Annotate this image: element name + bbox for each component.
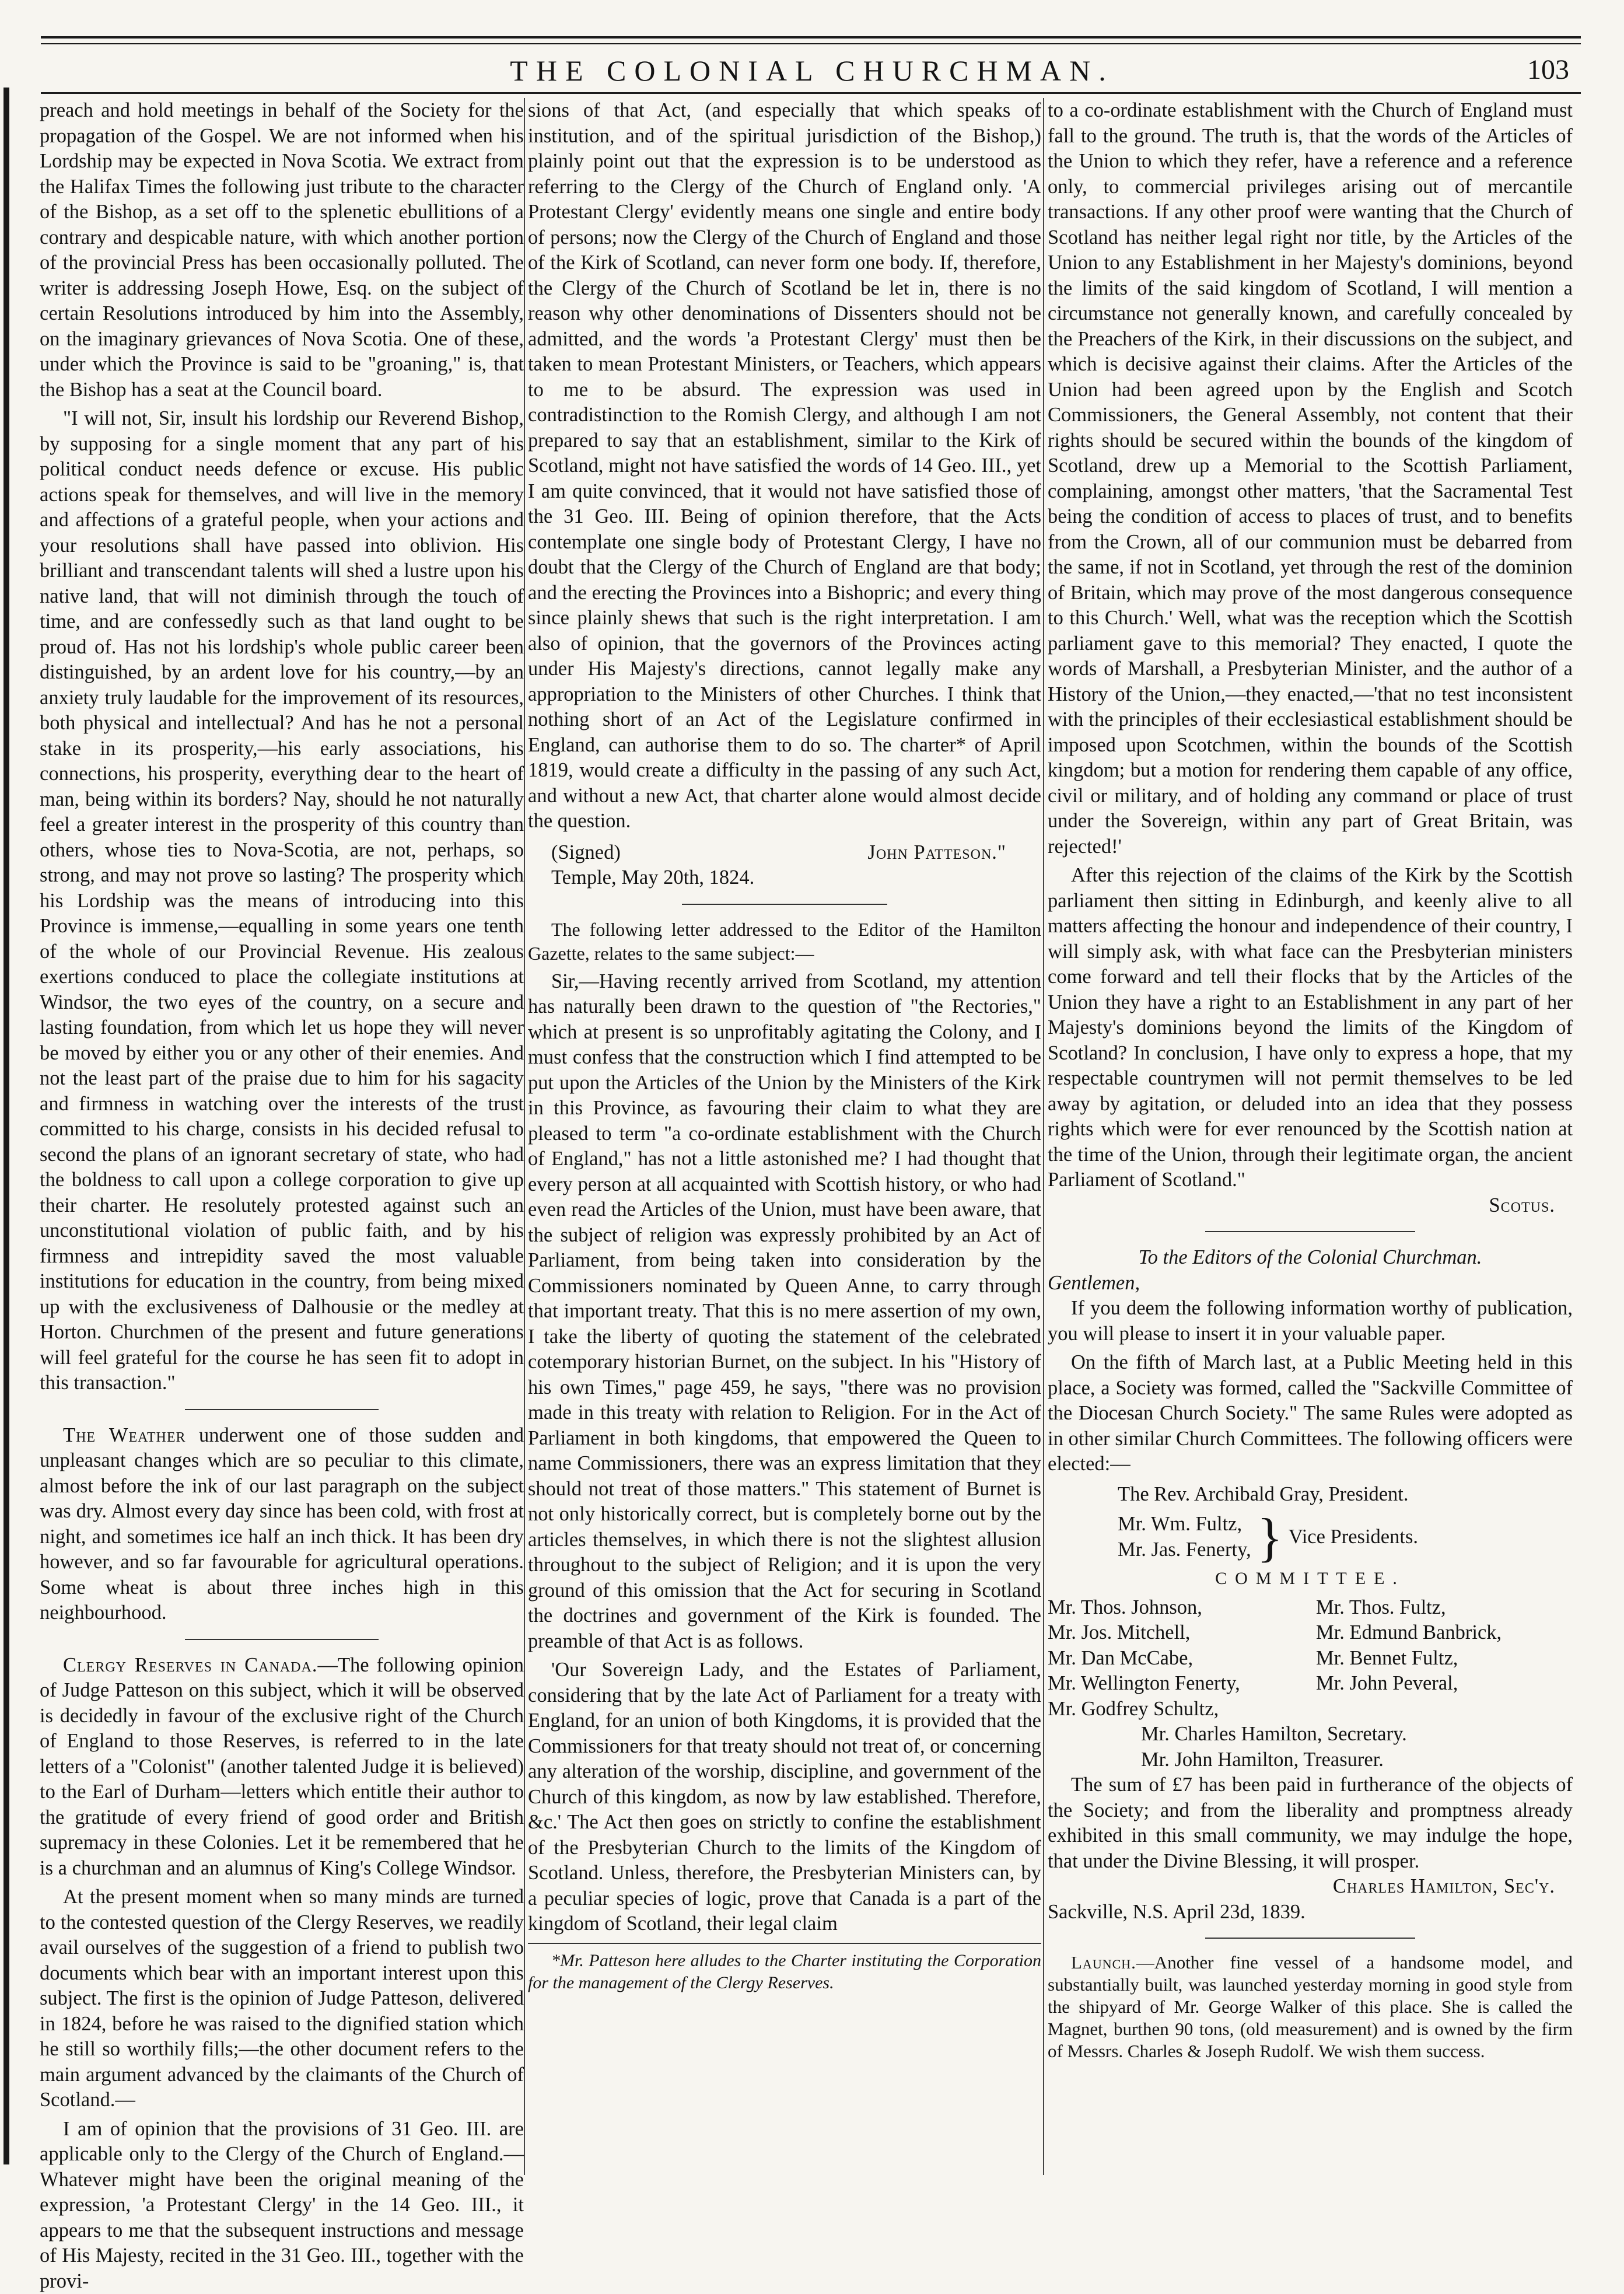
launch-text: —Another fine vessel of a handsome model, and substantially built, was launched yesterday morning in good style from the shipyard of Mr. George Walker of this place. She is called the Magnet, burthen 90 tons, (old measurement) and is owned by the firm of Messrs. Charles & Joseph Rudolf. We wish them success. [1048, 1952, 1573, 2061]
brace-symbol: } [1257, 1514, 1283, 1561]
committee-member: Mr. Thos. Fultz, [1316, 1595, 1573, 1621]
dateline: Temple, May 20th, 1824. [528, 865, 1041, 891]
committee-member: Mr. Thos. Johnson, [1048, 1595, 1304, 1621]
binding-edge [4, 88, 9, 2164]
committee-member: Mr. Bennet Fultz, [1316, 1646, 1573, 1671]
launch-paragraph [1048, 1952, 1573, 2062]
column-2 [528, 98, 1041, 1994]
committee-member [1316, 1697, 1573, 1722]
column-divider [524, 98, 525, 2175]
article-separator [1205, 1938, 1415, 1939]
signed-name: John Patteson." [867, 840, 1006, 866]
committee-member: Mr. John Peveral, [1316, 1671, 1573, 1697]
secretary-line: Mr. Charles Hamilton, Secretary. [1048, 1722, 1573, 1747]
footnote: *Mr. Patteson here alludes to the Charter instituting the Corporation for the management of the Clergy Reserves. [528, 1950, 1041, 1994]
clergy-paragraph [40, 1653, 524, 1882]
article-paragraph: On the fifth of March last, at a Public Meeting held in this place, a Society was formed, called the "Sackville Committee of the Diocesan Church Society." The same Rules were adopted as in other similar Church Committees. The following officers were elected:— [1048, 1350, 1573, 1477]
header-rule [41, 43, 1581, 44]
column-divider [1043, 98, 1044, 2175]
weather-text: underwent one of those sudden and unpleasant changes which are so peculiar to this climate, almost before the ink of our last paragraph on the subject was dry. Almost every day since has been cold, with frost at night, and sometimes ice half an inch thick. It has been dry however, and so far favourable for agricultural operations. Some wheat is about three inches high in this neighbourhood. [40, 1424, 524, 1624]
signature-name: Charles Hamilton, Sec'y. [1048, 1874, 1573, 1900]
letter-intro: The following letter addressed to the Editor of the Hamilton Gazette, relates to the same subject:— [528, 918, 1041, 966]
article-paragraph: If you deem the following information worthy of publication, you will please to insert it in your valuable paper. [1048, 1296, 1573, 1347]
clergy-text: —The following opinion of Judge Patteson on this subject, which it will be observed is decidedly in favour of the exclusive right of the Church of England to those Reserves, is referred to in the late letters of a "Colonist" (another talented Judge it is believed) to the Earl of Durham—letters which entitle their author to the gratitude of every friend of good order and British supremacy in these Colonies. Let it be remembered that he is a churchman and an alumnus of King's College Windsor. [40, 1654, 524, 1879]
vice-presidents [1118, 1512, 1573, 1562]
clergy-heading: Clergy Reserves in Canada. [63, 1654, 317, 1676]
page-number: 103 [1527, 54, 1569, 86]
vp-name: Mr. Jas. Fenerty, [1118, 1537, 1251, 1563]
footnote-rule [528, 1943, 1041, 1944]
article-paragraph: to a co-ordinate establishment with the Church of England must fall to the ground. The truth is, that the words of the Articles of the Union to which they refer, have a reference and a reference only, to commercial privileges arising out of mercantile transactions. If any other proof were wanting that the Church of Scotland has neither legal right nor title, by the Articles of the Union to any Establishment in her Majesty's dominions, beyond the limits of the said kingdom of Scotland, I will mention a circumstance not generally known, and carefully concealed by the Preachers of the Kirk, in their discussions on the subject, and which is decisive against their claims. After the Articles of the Union had been agreed upon by the English and Scotch Commissioners, the General Assembly, not content that their rights should be secured within the bounds of the kingdom of Scotland, drew up a Memorial to the Scottish Parliament, complaining, amongst other matters, 'that the Sacramental Test being the condition of access to places of trust, and to benefits from the Crown, all of our communion must be debarred from the same, if not in Scotland, yet through the rest of the dominion of Britain, which may prove of the most dangerous consequence to this Church.' Well, what was the reception which the Scottish parliament gave to this memorial? They enacted, I quote the words of Marshall, a Presbyterian Minister, and the author of a History of the Union,—they enacted,—'that no test inconsistent with the principles of their ecclesiastical establishment should be imposed upon Scotchmen, within the bounds of the Scottish kingdom; but a motion for rendering them capable of any office, civil or military, and of holding any command or place of trust under the Sovereign, within any part of Great Britain, was rejected!' [1048, 98, 1573, 859]
header-rule [41, 36, 1581, 39]
article-paragraph: At the present moment when so many minds are turned to the contested question of the Clergy Reserves, we readily avail ourselves of the suggestion of a friend to publish two documents which bear with an important interest upon this subject. The first is the opinion of Judge Patteson, delivered in 1824, before he was raised to the dignified station which he still so worthily fills;—the other document refers to the main argument advanced by the claimants of the Church of Scotland.— [40, 1884, 524, 2113]
article-separator [185, 1639, 379, 1640]
article-separator [185, 1409, 379, 1410]
launch-heading: Launch. [1071, 1952, 1136, 1973]
president-line: The Rev. Archibald Gray, President. [1118, 1482, 1573, 1508]
signed-label: (Signed) [551, 840, 621, 866]
article-separator [1205, 1231, 1415, 1232]
vp-names [1118, 1512, 1251, 1562]
signature-line [528, 840, 1041, 866]
vp-label: Vice Presidents. [1289, 1524, 1418, 1550]
committee-member: Mr. Wellington Fenerty, [1048, 1671, 1304, 1697]
article-paragraph: After this rejection of the claims of the Kirk by the Scottish parliament then sitting in Edinburgh, and keenly alive to all matters affecting the honour and independence of their country, I will simply ask, with what face can the Presbyterian ministers come forward and tell their flocks that by the Articles of the Union they have a right to an Establishment in any part of her Majesty's dominions beyond the limits of the Kingdom of Scotland? In conclusion, I have only to express a hope, that my respectable countrymen will not permit themselves to be led away by agitation, or deluded into an idea that they possess rights which were for ever renounced by the Scottish nation at the time of the Union, through their legitimate organ, the ancient Parliament of Scotland." [1048, 863, 1573, 1193]
treasurer-line: Mr. John Hamilton, Treasurer. [1048, 1747, 1573, 1773]
article-separator [682, 904, 887, 905]
committee-member: Mr. Dan McCabe, [1048, 1646, 1304, 1671]
article-paragraph: preach and hold meetings in behalf of the Society for the propagation of the Gospel. We are not informed when his Lordship may be expected in Nova Scotia. We extract from the Halifax Times the following just tribute to the character of the Bishop, as a set off to the splenetic ebullitions of a contrary and despicable nature, with which another portion of the provincial Press has been occasionally polluted. The writer is addressing Joseph Howe, Esq. on the subject of certain Resolutions introduced by him into the Assembly, on the imaginary grievances of Nova Scotia. One of these, under which the Province is said to be "groaning," is, that the Bishop has a seat at the Council board. [40, 98, 524, 403]
column-3 [1048, 98, 1573, 2062]
committee-member: Mr. Jos. Mitchell, [1048, 1620, 1304, 1646]
committee-list [1048, 1595, 1573, 1722]
article-paragraph: The sum of £7 has been paid in furtherance of the objects of the Society; and from the liberality and promptness already exhibited in this small community, we may indulge the hope, that under the Divine Blessing, it will prosper. [1048, 1772, 1573, 1874]
header-rule [41, 92, 1581, 94]
article-paragraph: I am of opinion that the provisions of 31 Geo. III. are applicable only to the Clergy of the Church of England.—Whatever might have been the original meaning of the expression, 'a Protestant Clergy' in the 14 Geo. III., it appears to me that the subsequent instructions and message of His Majesty, recited in the 31 Geo. III., together with the provi- [40, 2117, 524, 2294]
signature-place: Sackville, N.S. April 23d, 1839. [1048, 1900, 1573, 1925]
vp-name: Mr. Wm. Fultz, [1118, 1512, 1251, 1537]
quoted-paragraph: "I will not, Sir, insult his lordship our Reverend Bishop, by supposing for a single moment that any part of his political conduct needs defence or excuse. His public actions speak for themselves, and will live in the memory and affections of a grateful people, when your actions and your resolutions shall have passed into oblivion. His brilliant and transcendant talents will shed a lustre upon his native land, that will not diminish through the touch of time, and are confessedly such as that land ought to be proud of. Has not his lordship's whole public career been distinguished, by an ardent love for his country,—by an anxiety truly laudable for the improvement of its resources, both physical and intellectual? And has he not a personal stake in its prosperity,—his early associations, his connections, his prosperity, everything dear to the heart of man, being within its borders? Nay, should he not naturally feel a greater interest in the prosperity of this country than others, whose ties to Nova-Scotia, are not, perhaps, so strong, and may not prove so lasting? The prosperity which his Lordship was the means of introducing into this Province is immense,—equalling in some years one tenth of the whole of our Provincial Revenue. His zealous exertions conduced to place the collegiate institutions at Windsor, the two eyes of the country, on a secure and lasting foundation, from which let us hope they will never be moved by either you or any other of their enemies. And not the least part of the praise due to him for his sagacity and firmness in watching over the interests of the trust committed to his charge, consists in his decided refusal to second the plans of an ignorant secretary of state, who had the boldness to call upon a college corporation to give up their charter. He resolutely protested against such an unconstitutional violation of public faith, and by his firmness and intrepidity saved the most valuable institutions for education in the country, from being mixed up with the exclusiveness of Dalhousie or the medley at Horton. Churchmen of the present and future generations will feel grateful for the course he has seen fit to adopt in this transaction." [40, 406, 524, 1396]
section-heading: To the Editors of the Colonial Churchman. [1048, 1245, 1573, 1271]
letter-signature: Scotus. [1048, 1193, 1573, 1219]
letter-paragraph: Sir,—Having recently arrived from Scotland, my attention has naturally been drawn to the question of "the Rectories," which at present is so unprofitably agitating the Colony, and I must confess that the construction which I find attempted to be put upon the Articles of the Union by the Ministers of the Kirk in this Province, as favouring their claim to what they are pleased to term "a co-ordinate establishment with the Church of England," has not a little astonished me? I had thought that every person at all acquainted with Scottish history, or who had even read the Articles of the Union, must have been aware, that the subject of religion was expressly prohibited by an Act of Parliament, from being taken into consideration by the Commissioners nominated by Queen Anne, to carry through that important treaty. That this is no mere assertion of my own, I take the liberty of quoting the statement of the celebrated cotemporary historian Burnet, on the subject. In his "History of his own Times," page 459, he says, "there was no provision made in this treaty with relation to Religion. For in the Act of Parliament in both kingdoms, that empowered the Queen to name Commissioners, there was an express limitation that they should not treat of those matters." This statement of Burnet is not only historically correct, but is completely borne out by the articles themselves, in which there is not the slightest allusion throughout to the subject of Religion; and it is upon the very ground of this omission that the Act for securing in Scotland the doctrines and government of the Kirk is founded. The preamble of that Act is as follows. [528, 969, 1041, 1655]
committee-member: Mr. Godfrey Schultz, [1048, 1697, 1304, 1722]
weather-heading: The Weather [63, 1424, 186, 1446]
column-1 [40, 98, 524, 2294]
page-title: THE COLONIAL CHURCHMAN. [0, 54, 1624, 88]
salutation: Gentlemen, [1048, 1271, 1573, 1296]
article-paragraph: sions of that Act, (and especially that which speaks of institution, and of the spiritual jurisdiction of the Bishop,) plainly point out that the expression is to be understood as referring to the Clergy of the Church of England only. 'A Protestant Clergy' evidently means one single and entire body of persons; now the Clergy of the Church of England and those of the Kirk of Scotland, can never form one body. If, therefore, the Clergy of the Church of Scotland be let in, there is no reason why other denominations of Dissenters should not be admitted, and the words 'a Protestant Clergy' must then be taken to mean Protestant Ministers, or Teachers, which appears to me to be absurd. The expression was used in contradistinction to the Romish Clergy, and although I am not prepared to say that an establishment, similar to the Kirk of Scotland, might not have satisfied the words of 14 Geo. III., yet I am quite convinced, that it would not have satisfied those of the 31 Geo. III. Being of opinion therefore, that the Acts contemplate one single body of Protestant Clergy, I have no doubt that the Clergy of the Church of England are that body; and the erecting the Provinces into a Bishopric; and every thing since plainly shews that such is the right interpretation. I am also of opinion, that the governors of the Provinces acting under His Majesty's directions, cannot legally make any appropriation to the Ministers of other Churches. I think that nothing short of an Act of the Legislature confirmed in England, can authorise them to do so. The charter* of April 1819, would create a difficulty in the passing of any such Act, and without a new Act, that charter alone would almost decide the question. [528, 98, 1041, 834]
weather-paragraph [40, 1423, 524, 1626]
letter-paragraph: 'Our Sovereign Lady, and the Estates of Parliament, considering that by the late Act of Parliament for a treaty with England, for an union of both Kingdoms, it is provided that the Commissioners for that treaty should not treat of, or concerning any alteration of the worship, discipline, and government of the Church of this kingdom, as now by law established. Therefore, &c.' The Act then goes on strictly to confine the establishment of the Presbyterian Church to the limits of the Kingdom of Scotland. Unless, therefore, the Presbyterian Ministers can, by a peculiar species of logic, prove that Canada is a part of the kingdom of Scotland, their legal claim [528, 1657, 1041, 1937]
committee-heading: COMMITTEE. [1048, 1566, 1573, 1592]
committee-member: Mr. Edmund Banbrick, [1316, 1620, 1573, 1646]
